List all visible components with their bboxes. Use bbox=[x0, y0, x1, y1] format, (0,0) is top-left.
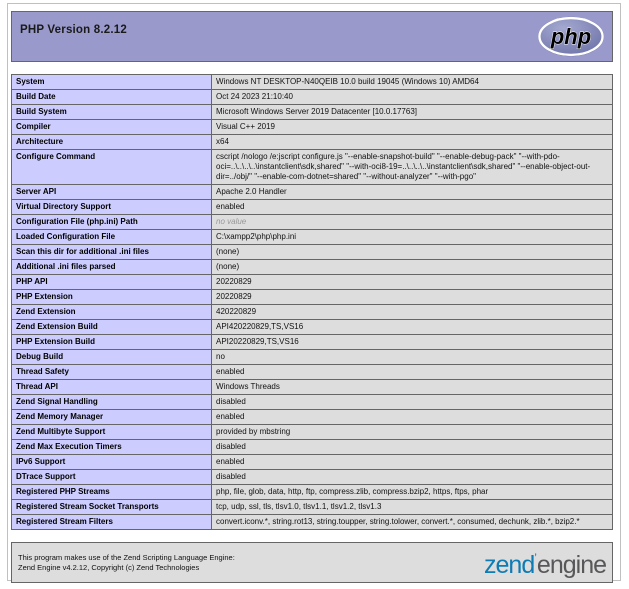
info-row-value: x64 bbox=[212, 135, 613, 150]
info-row bbox=[12, 230, 613, 245]
info-row-label: IPv6 Support bbox=[12, 455, 212, 470]
info-row-label: Registered Stream Socket Transports bbox=[12, 500, 212, 515]
svg-text:php: php bbox=[550, 24, 592, 49]
info-row-value: enabled bbox=[212, 455, 613, 470]
info-row-value: php, file, glob, data, http, ftp, compress.zlib, compress.bzip2, https, ftps, phar bbox=[212, 485, 613, 500]
info-row bbox=[12, 440, 613, 455]
info-row bbox=[12, 120, 613, 135]
info-row-label: System bbox=[12, 75, 212, 90]
info-row-value: cscript /nologo /e:jscript configure.js "--enable-snapshot-build" "--enable-debug-pack" "--with-pdo-oci=..\..\..\..\instantclient\sdk,shared" "--with-oci8-19=..\..\..\..\instantclient\sdk,shared" "--enable-object-out-dir=../obj/" "--enable-com-dotnet=shared" "--without-analyzer" "--with-pgo" bbox=[212, 150, 613, 185]
zend-credits bbox=[18, 553, 235, 573]
info-row bbox=[12, 135, 613, 150]
info-row bbox=[12, 350, 613, 365]
php-logo-icon bbox=[537, 16, 605, 57]
info-row-value: API420220829,TS,VS16 bbox=[212, 320, 613, 335]
info-row-value: API20220829,TS,VS16 bbox=[212, 335, 613, 350]
info-row-label: Loaded Configuration File bbox=[12, 230, 212, 245]
info-row bbox=[12, 260, 613, 275]
info-row bbox=[12, 425, 613, 440]
info-row-value: Windows Threads bbox=[212, 380, 613, 395]
info-row-value: no bbox=[212, 350, 613, 365]
info-row-label: Scan this dir for additional .ini files bbox=[12, 245, 212, 260]
info-row bbox=[12, 105, 613, 120]
info-row-label: Additional .ini files parsed bbox=[12, 260, 212, 275]
info-row-value: no value bbox=[212, 215, 613, 230]
page-frame bbox=[7, 3, 621, 581]
zend-credits-line2: Zend Engine v4.2.12, Copyright (c) Zend Technologies bbox=[18, 562, 200, 572]
phpinfo-header bbox=[11, 11, 613, 62]
info-row-value: 20220829 bbox=[212, 290, 613, 305]
zend-logo-word: zend bbox=[484, 550, 535, 579]
info-row bbox=[12, 335, 613, 350]
php-info-table bbox=[11, 74, 613, 530]
info-row bbox=[12, 500, 613, 515]
info-row bbox=[12, 365, 613, 380]
info-row-label: PHP Extension Build bbox=[12, 335, 212, 350]
info-row-value: 20220829 bbox=[212, 275, 613, 290]
info-row-value: Windows NT DESKTOP-N40QEIB 10.0 build 19045 (Windows 10) AMD64 bbox=[212, 75, 613, 90]
info-row-value: Apache 2.0 Handler bbox=[212, 185, 613, 200]
info-row-label: PHP API bbox=[12, 275, 212, 290]
info-row-value: enabled bbox=[212, 410, 613, 425]
info-row bbox=[12, 380, 613, 395]
info-row-value: convert.iconv.*, string.rot13, string.toupper, string.tolower, convert.*, consumed, dechunk, zlib.*, bzip2.* bbox=[212, 515, 613, 530]
info-row bbox=[12, 410, 613, 425]
zend-credits-line1: This program makes use of the Zend Scripting Language Engine: bbox=[18, 552, 235, 562]
info-row-label: Zend Extension Build bbox=[12, 320, 212, 335]
info-row-label: PHP Extension bbox=[12, 290, 212, 305]
info-row-value: Microsoft Windows Server 2019 Datacenter [10.0.17763] bbox=[212, 105, 613, 120]
info-row bbox=[12, 245, 613, 260]
info-row bbox=[12, 275, 613, 290]
info-row-value: Oct 24 2023 21:10:40 bbox=[212, 90, 613, 105]
info-row bbox=[12, 395, 613, 410]
info-row-label: Thread API bbox=[12, 380, 212, 395]
info-row-value: 420220829 bbox=[212, 305, 613, 320]
zend-footer bbox=[11, 542, 613, 583]
info-row-label: DTrace Support bbox=[12, 470, 212, 485]
info-row bbox=[12, 185, 613, 200]
info-row-label: Zend Signal Handling bbox=[12, 395, 212, 410]
info-row-label: Zend Memory Manager bbox=[12, 410, 212, 425]
info-row bbox=[12, 200, 613, 215]
info-row bbox=[12, 455, 613, 470]
info-row-value: (none) bbox=[212, 260, 613, 275]
info-row bbox=[12, 290, 613, 305]
engine-logo-word: engine bbox=[536, 550, 606, 579]
page-title: PHP Version 8.2.12 bbox=[20, 24, 127, 36]
info-row-label: Build Date bbox=[12, 90, 212, 105]
info-row bbox=[12, 215, 613, 230]
info-row-value: enabled bbox=[212, 365, 613, 380]
info-row-value: disabled bbox=[212, 440, 613, 455]
info-row bbox=[12, 150, 613, 185]
info-row bbox=[12, 515, 613, 530]
info-row-label: Compiler bbox=[12, 120, 212, 135]
info-row-value: provided by mbstring bbox=[212, 425, 613, 440]
info-row-label: Registered Stream Filters bbox=[12, 515, 212, 530]
info-row bbox=[12, 75, 613, 90]
info-row-label: Zend Extension bbox=[12, 305, 212, 320]
info-row-label: Zend Multibyte Support bbox=[12, 425, 212, 440]
info-row-value: enabled bbox=[212, 200, 613, 215]
info-row-value: C:\xampp2\php\php.ini bbox=[212, 230, 613, 245]
zend-engine-logo[interactable] bbox=[484, 546, 606, 578]
info-row-label: Zend Max Execution Timers bbox=[12, 440, 212, 455]
info-row-label: Server API bbox=[12, 185, 212, 200]
info-row-label: Registered PHP Streams bbox=[12, 485, 212, 500]
info-row bbox=[12, 90, 613, 105]
info-row-value: (none) bbox=[212, 245, 613, 260]
info-row-label: Configure Command bbox=[12, 150, 212, 185]
info-row-label: Configuration File (php.ini) Path bbox=[12, 215, 212, 230]
info-row-value: Visual C++ 2019 bbox=[212, 120, 613, 135]
info-row-label: Debug Build bbox=[12, 350, 212, 365]
info-row-value: disabled bbox=[212, 395, 613, 410]
info-row-label: Build System bbox=[12, 105, 212, 120]
info-row bbox=[12, 305, 613, 320]
info-row bbox=[12, 485, 613, 500]
info-row-label: Thread Safety bbox=[12, 365, 212, 380]
info-row bbox=[12, 470, 613, 485]
info-row-value: disabled bbox=[212, 470, 613, 485]
zend-logo-tick-icon: ’ bbox=[534, 550, 537, 565]
info-row bbox=[12, 320, 613, 335]
php-logo[interactable] bbox=[537, 16, 605, 57]
info-row-label: Virtual Directory Support bbox=[12, 200, 212, 215]
info-row-value: tcp, udp, ssl, tls, tlsv1.0, tlsv1.1, tlsv1.2, tlsv1.3 bbox=[212, 500, 613, 515]
info-row-label: Architecture bbox=[12, 135, 212, 150]
